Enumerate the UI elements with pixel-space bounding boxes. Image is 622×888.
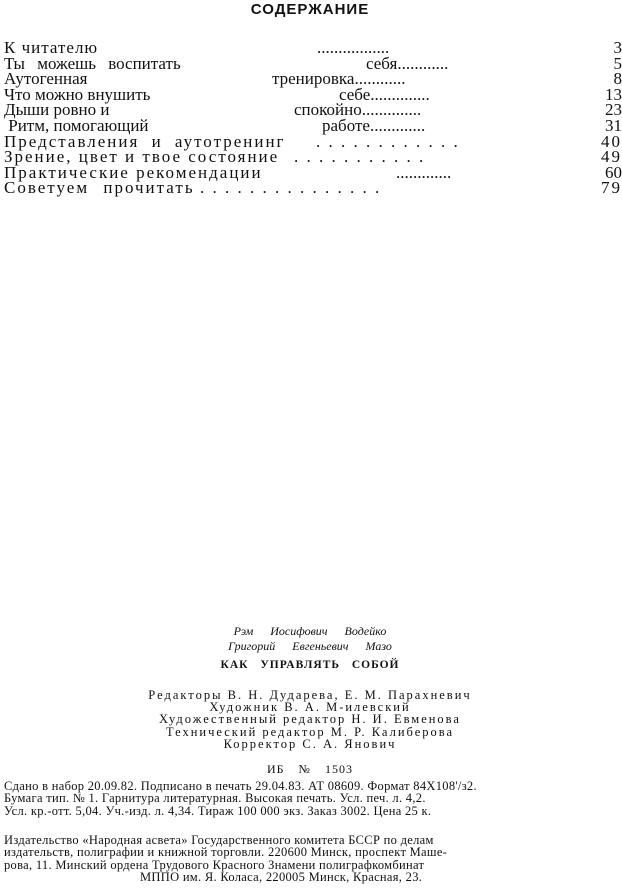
author-line: Рэм Иосифович Водейко bbox=[233, 624, 387, 638]
toc-entry-page: 3 bbox=[613, 38, 622, 57]
staff-line: Корректор С. А. Янович bbox=[223, 736, 397, 751]
toc-entry-end: тренировка............ bbox=[272, 69, 406, 89]
toc-entry-dots: ................. bbox=[317, 38, 390, 57]
toc-entry-title: Представления и аутотренинг bbox=[4, 131, 286, 151]
toc-entry-page: 23 bbox=[605, 100, 622, 120]
toc-entry-page: 40 bbox=[601, 131, 622, 151]
editorial-staff bbox=[0, 689, 620, 750]
staff-line: Технический редактор М. Р. Калиберова bbox=[165, 724, 455, 739]
book-title: КАК УПРАВЛЯТЬ СОБОЙ bbox=[220, 659, 400, 671]
toc-entry-dots: . . . . . . . . . . . . bbox=[316, 131, 460, 151]
authors bbox=[0, 624, 620, 654]
toc-entry-end: спокойно.............. bbox=[294, 100, 422, 120]
publisher-line: издательств, полиграфии и книжной торговли. 220600 Минск, проспект Маше- bbox=[4, 845, 448, 860]
print-info-line: Бумага тип. № 1. Гарнитура литературная. Высокая печать. Усл. печ. л. 4,2. bbox=[4, 791, 426, 806]
publisher-line: Издательство «Народная асвета» Государственного комитета БССР по делам bbox=[4, 833, 434, 847]
toc-entry-page: 79 bbox=[601, 178, 622, 198]
toc-entry[interactable] bbox=[4, 180, 622, 196]
toc-entry-end: себя............ bbox=[366, 53, 449, 73]
toc-entry-dots: ............. bbox=[396, 162, 452, 182]
toc-entry-page: 60 bbox=[605, 162, 622, 182]
toc-entry-dots: . . . . . . . . . . . . . . . bbox=[200, 178, 382, 198]
toc-entry-end: работе............. bbox=[322, 115, 426, 135]
toc-entry-title: К читателю bbox=[4, 38, 99, 57]
author-line: Григорий Евгеньевич Мазо bbox=[228, 639, 392, 653]
publisher-line: МППО им. Я. Коласа, 220005 Минск, Красная, 23. bbox=[140, 869, 423, 884]
publisher-line: рова, 11. Минский ордена Трудового Красного Знамени полиграфкомбинат bbox=[4, 857, 425, 872]
table-of-contents bbox=[4, 40, 622, 196]
ib-number: ИБ № 1503 bbox=[266, 762, 353, 776]
toc-entry-end: себе.............. bbox=[339, 84, 430, 104]
toc-entry-title: Что можно внушить bbox=[4, 84, 151, 104]
staff-line: Редакторы В. Н. Дударева, Е. М. Парахневич bbox=[148, 688, 472, 702]
print-info-line: Сдано в набор 20.09.82. Подписано в печать 29.04.83. АТ 08609. Формат 84Х108'/з2. bbox=[4, 779, 477, 793]
toc-entry-title: Зрение, цвет и твое состояние bbox=[4, 147, 280, 167]
toc-entry-page: 8 bbox=[613, 69, 622, 89]
toc-entry-title: Дыши ровно и bbox=[4, 100, 110, 120]
toc-entry-page: 13 bbox=[605, 84, 622, 104]
toc-entry-page: 49 bbox=[601, 147, 622, 167]
toc-entry-page: 5 bbox=[613, 53, 622, 73]
toc-entry-title: Ты можешь воспитать bbox=[4, 53, 181, 73]
print-info-line: Усл. кр.-отт. 5,04. Уч.-изд. л. 4,34. Тираж 100 000 экз. Заказ 3002. Цена 25 к. bbox=[4, 803, 432, 818]
toc-entry-title: Практические рекомендации bbox=[4, 162, 263, 182]
publisher-info bbox=[4, 834, 620, 883]
staff-line: Художник В. А. М-илевский bbox=[209, 700, 411, 715]
toc-entry-title: Аутогенная bbox=[4, 69, 88, 89]
toc-entry-dots: . . . . . . . . . . . bbox=[294, 147, 426, 167]
staff-line: Художественный редактор Н. И. Евменова bbox=[159, 712, 461, 727]
toc-entry-title: Советуем прочитать bbox=[4, 178, 195, 198]
page-title: СОДЕРЖАНИЕ bbox=[250, 1, 370, 18]
toc-entry-page: 31 bbox=[605, 115, 622, 135]
toc-entry-title: Ритм, помогающий bbox=[4, 115, 149, 135]
print-info bbox=[4, 780, 620, 817]
